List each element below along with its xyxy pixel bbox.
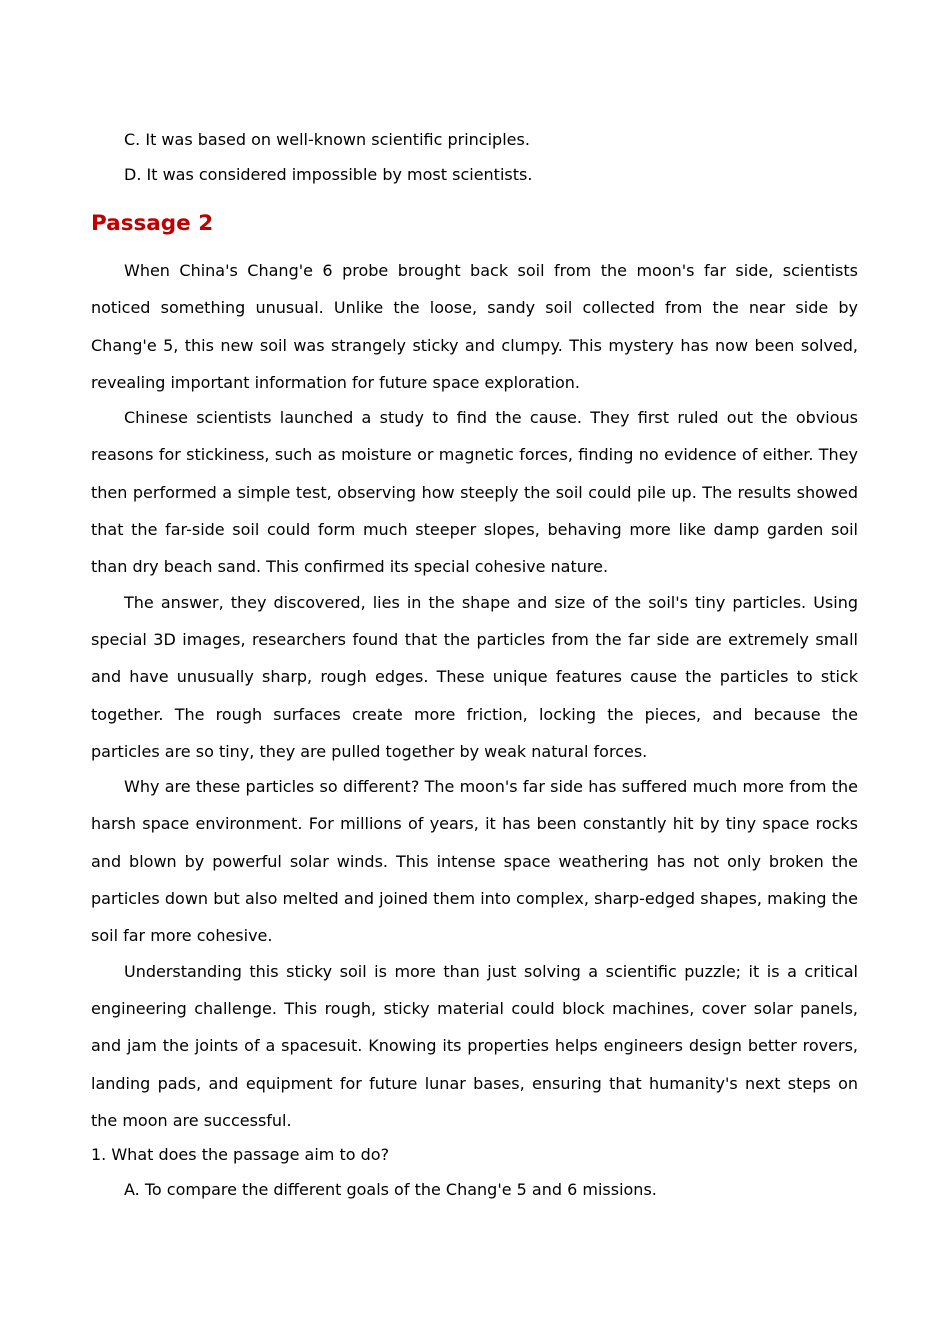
passage-paragraph-4: Why are these particles so different? The moon's far side has suffered much more from the harsh space environment. For millions of years, it has been constantly hit by tiny space rocks and blown by powerful solar winds. This intense space weathering has not only broken the particles down but also melted and joined them into complex, sharp-edged shapes, making the soil far more cohesive. bbox=[91, 777, 858, 946]
passage-paragraph-3: The answer, they discovered, lies in the shape and size of the soil's tiny particles. Using special 3D images, researchers found that the particles from the far side are extremely small and have unusually sharp, rough edges. These unique features cause the particles to stick together. The rough surfaces create more friction, locking the pieces, and because the particles are so tiny, they are pulled together by weak natural forces. bbox=[91, 592, 858, 761]
question-option-a: A. To compare the different goals of the Chang'e 5 and 6 missions. bbox=[124, 1180, 657, 1200]
passage-paragraph-5: Understanding this sticky soil is more than just solving a scientific puzzle; it is a critical engineering challenge. This rough, sticky material could block machines, cover solar panels, and jam the joints of a spacesuit. Knowing its properties helps engineers design better rovers, landing pads, and equipment for future lunar bases, ensuring that humanity's next steps on the moon are successful. bbox=[91, 961, 858, 1130]
passage-paragraph-2: Chinese scientists launched a study to find the cause. They first ruled out the obvious reasons for stickiness, such as moisture or magnetic forces, finding no evidence of either. They then performed a simple test, observing how steeply the soil could pile up. The results showed that the far-side soil could form much steeper slopes, behaving more like damp garden soil than dry beach sand. This confirmed its special cohesive nature. bbox=[91, 408, 858, 577]
passage-paragraph-1: When China's Chang'e 6 probe brought back soil from the moon's far side, scientists noticed something unusual. Unlike the loose, sandy soil collected from the near side by Chang'e 5, this new soil was strangely sticky and clumpy. This mystery has now been solved, revealing important information for future space exploration. bbox=[91, 261, 858, 392]
document-page bbox=[91, 122, 858, 1207]
question-stem: 1. What does the passage aim to do? bbox=[91, 1145, 390, 1165]
prev-option-d: D. It was considered impossible by most scientists. bbox=[124, 165, 533, 184]
passage-heading: Passage 2 bbox=[91, 211, 214, 236]
prev-option-c: C. It was based on well-known scientific principles. bbox=[124, 130, 530, 149]
